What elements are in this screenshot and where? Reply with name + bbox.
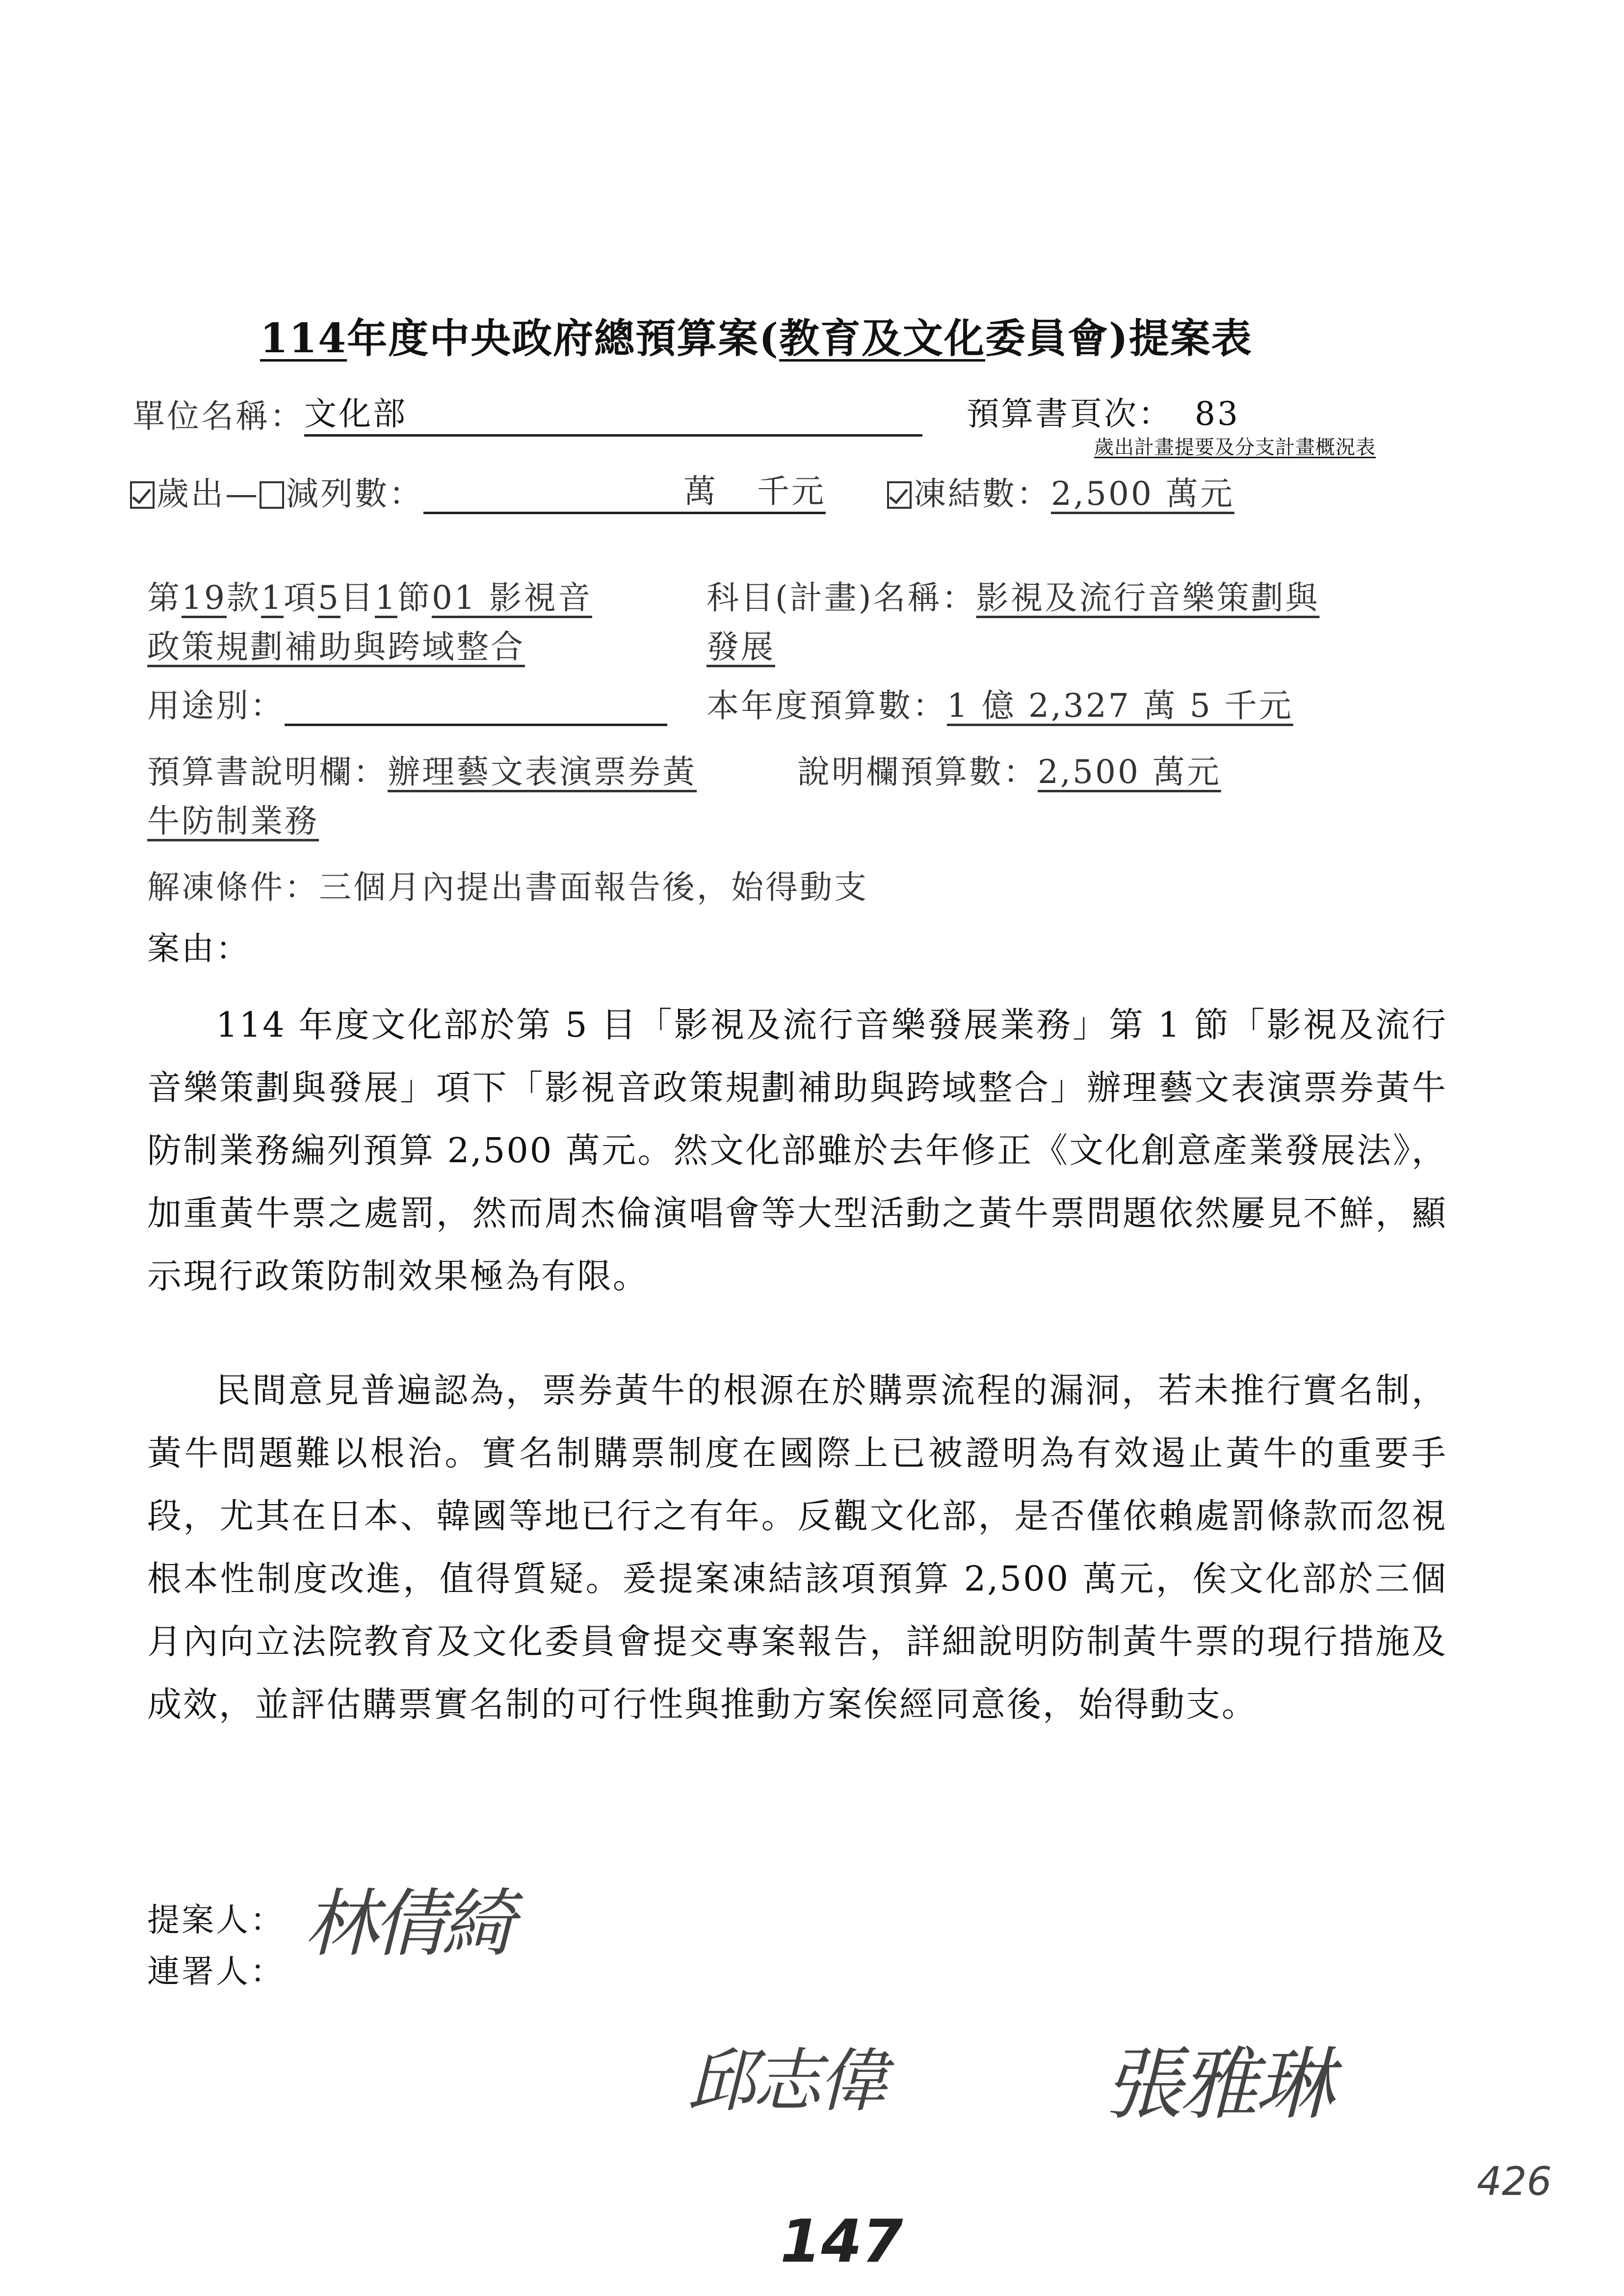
title-part1: 年度中央政府總預算案( [347,315,779,362]
cosigner-signature-2: 張雅琳 [1104,2038,1331,2130]
explanation-line1: 辦理藝文表演票券黃 [388,753,697,791]
reason-paragraph-2: 民間意見普遍認為，票券黃牛的根源在於購票流程的漏洞，若未推行實名制，黃牛問題難以根治。實名制購票制度在國際上已被證明為有效遏止黃牛的重要手段，尤其在日本、韓國等地已行之有年。反觀文化部，是否僅依賴處罰條款而忽視根本性制度改進，值得質疑。爰提案凍結該項預算 2,500 萬元，俟文化部於三個月內向立法院教育及文化委員會提交專案報告，詳細說明防制黃牛票的現行措施及成效，並評估購票實名制的可行性與推動方案俟經同意後，始得動支。 [147,1370,1447,1724]
proposer-signature: 林倩綺 [304,1881,511,1967]
freeze-value: 2,500 萬元 [1050,475,1234,513]
subject-line2: 發展 [707,628,775,666]
reduce-label: 減列數： [286,475,423,513]
usage-row [147,679,667,726]
page-value: 83 [1194,395,1240,433]
section-jie-label: 節 [397,579,432,617]
unfreeze-label: 解凍條件： [147,868,319,906]
title-committee: 教育及文化 [779,315,985,362]
unfreeze-row [147,861,868,908]
usage-field[interactable] [285,724,667,726]
section-jie: 1 [374,579,397,617]
title-year: 114 [260,315,347,362]
reduce-unit-qian: 千元 [757,472,826,510]
section-code [147,572,592,618]
expenditure-checkbox[interactable] [130,481,155,509]
unit-value: 文化部 [304,395,407,433]
current-budget-row [707,679,1293,726]
section-mu-label: 目 [340,579,375,617]
handwritten-page-number: 147 [780,2208,903,2276]
current-budget-label: 本年度預算數： [707,687,947,725]
page-ref [967,388,1240,434]
reason-paragraph-1: 114 年度文化部於第 5 目「影視及流行音樂發展業務」第 1 節「影視及流行音樂策劃與發展」項下「影視音政策規劃補助與跨域整合」辦理藝文表演票券黃牛防制業務編列預算 2,500 萬元。然文化部雖於去年修正《文化創意產業發展法》，加重黃牛票之處罰，然而周杰倫演唱會等大型活動之黃牛票問題依然屢見不鮮，顯示現行政策防制效果極為有限。 [147,1005,1447,1296]
explanation-row [147,746,697,792]
page-note: 歲出計畫提要及分支計畫概況表 [1094,436,1376,459]
explanation-line2: 牛防制業務 [147,802,319,840]
reduce-amount-field[interactable] [423,465,826,514]
section-prefix: 第 [147,579,182,617]
unit-row [132,388,922,437]
explanation-amount-value: 2,500 萬元 [1038,753,1221,791]
title-part2: 委員會)提案表 [985,315,1253,362]
explanation-label: 預算書說明欄： [147,753,388,791]
cosigner-label: 連署人： [147,1953,285,1990]
current-budget-value: 1 億 2,327 萬 5 千元 [947,687,1293,725]
proposer-label: 提案人： [147,1901,285,1939]
reduce-checkbox[interactable] [260,481,284,509]
reduce-unit-wan: 萬 [683,472,718,510]
section-mu: 5 [317,579,341,617]
section-code-name-line1: 01 影視音 [431,579,592,617]
section-kuan: 19 [182,579,227,617]
unit-value-field [304,388,922,437]
explanation-amount-label: 說明欄預算數： [797,753,1038,791]
section-kuan-label: 款 [226,579,261,617]
form-title [260,307,1253,364]
unfreeze-value: 三個月內提出書面報告後，始得動支 [319,868,868,906]
checkbox-row [130,465,1234,514]
handwritten-corner-number: 426 [1477,2159,1552,2204]
section-code-name-line2: 政策規劃補助與跨域整合 [147,628,525,666]
cosigner-signature-1: 邱志偉 [687,2041,885,2121]
expenditure-label: 歲出— [157,475,260,513]
subject-row [707,572,1320,618]
subject-line1: 影視及流行音樂策劃與 [976,579,1320,617]
page-label: 預算書頁次： [967,395,1173,433]
usage-label: 用途別： [147,687,285,725]
section-xiang-label: 項 [283,579,318,617]
freeze-checkbox[interactable] [887,481,912,509]
freeze-label: 凍結數： [913,475,1051,513]
unit-label: 單位名稱： [132,397,304,435]
subject-label: 科目(計畫)名稱： [707,579,976,617]
reason-label: 案由： [147,930,250,967]
section-xiang: 1 [261,579,284,617]
explanation-amount-row [797,746,1221,792]
